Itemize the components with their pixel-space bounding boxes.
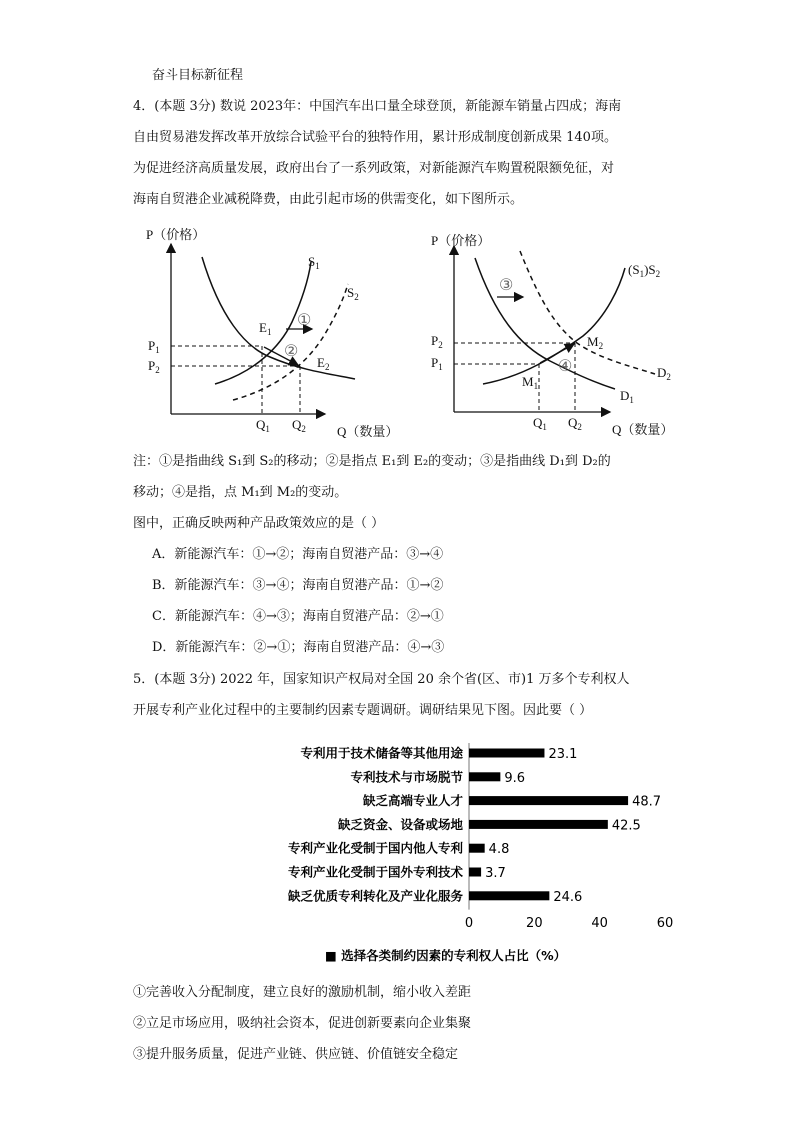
- x-tick-label: 0: [464, 916, 474, 931]
- bar: [469, 749, 544, 758]
- x-tick-label: 20: [526, 916, 543, 931]
- q5-line-2: 开展专利产业化过程中的主要制约因素专题调研。调研结果见下图。因此要（ ）: [133, 703, 593, 718]
- patent-constraints-bar-chart: [180, 738, 740, 968]
- bar-value-label: 23.1: [548, 747, 578, 762]
- svg-text:(S1)S2: $(S_1)S_2$: [628, 262, 661, 279]
- bar-category-label: 专利产业化受制于国内他人专利: [287, 840, 463, 856]
- svg-text:Q1: $Q_1$: [533, 415, 547, 432]
- q5-statement-2: ②立足市场应用，吸纳社会资本，促进创新要素向企业集聚: [133, 1016, 472, 1031]
- q4-option-d[interactable]: D．新能源汽车：②→①；海南自贸港产品：④→③: [152, 640, 445, 655]
- bar: [469, 772, 500, 781]
- bar-value-label: 3.7: [485, 866, 506, 881]
- marker-3: ③: [499, 277, 514, 294]
- bar-value-label: 48.7: [632, 794, 662, 810]
- svg-text:P2: $P_2$: [148, 358, 160, 375]
- svg-text:Q2: $Q_2$: [568, 415, 582, 432]
- svg-text:E1: $E_1$: [259, 320, 272, 337]
- x-axis-label: Q（数量）: [337, 424, 399, 439]
- x-tick-label: 40: [591, 916, 608, 931]
- svg-text:P1: $P_1$: [431, 355, 443, 372]
- x-tick-label: 60: [656, 916, 674, 931]
- q4-line-2: 自由贸易港发挥改革开放综合试验平台的独特作用，累计形成制度创新成果 140项。: [133, 130, 617, 145]
- q4-line-4: 海南自贸港企业减税降费，由此引起市场的供需变化，如下图所示。: [133, 192, 524, 207]
- q4-option-c[interactable]: C．新能源汽车：④→③；海南自贸港产品：②→①: [152, 609, 444, 624]
- note-line-1: 注：①是指曲线 S₁到 S₂的移动；②是指点 E₁到 E₂的变动；③是指曲线 D₁到 D₂的: [133, 454, 611, 469]
- q4-line-1: 4．(本题 3分) 数说 2023年：中国汽车出口量全球登顶，新能源车销量占四成；海南: [133, 99, 622, 114]
- y-axis-label: P（价格）: [431, 233, 491, 248]
- bar: [469, 820, 608, 829]
- svg-text:P1: $P_1$: [148, 338, 160, 355]
- bar-category-label: 专利技术与市场脱节: [350, 769, 463, 785]
- svg-text:Q1: $Q_1$: [256, 417, 270, 434]
- svg-text:D2: $D_2$: [657, 365, 671, 382]
- svg-text:S1: $S_1$: [308, 254, 320, 271]
- x-axis-label: Q（数量）: [612, 422, 674, 437]
- supply-curve-s2: [233, 284, 348, 400]
- q4-option-a[interactable]: A．新能源汽车：①→②；海南自贸港产品：③→④: [152, 547, 444, 562]
- bar-value-label: 4.8: [488, 842, 510, 858]
- q4-line-3: 为促进经济高质量发展，政府出台了一系列政策，对新能源汽车购置税限额免征，对: [133, 161, 615, 176]
- y-axis-label: P（价格）: [146, 227, 206, 242]
- svg-text:D1: $D_1$: [620, 388, 634, 405]
- demand-shift-graph: [425, 226, 695, 446]
- q5-statement-1: ①完善收入分配制度，建立良好的激励机制，缩小收入差距: [133, 985, 472, 1000]
- note-line-2: 移动；④是指，点 M₁到 M₂的变动。: [133, 485, 348, 500]
- svg-text:Q2: $Q_2$: [292, 417, 306, 434]
- svg-text:M1: $M_1$: [522, 374, 539, 391]
- svg-text:E2: $E_2$: [317, 355, 330, 372]
- bar-category-label: 缺乏资金、设备或场地: [337, 816, 463, 832]
- demand-curve-d1: [475, 258, 615, 389]
- bar-category-label: 缺乏优质专利转化及产业化服务: [287, 888, 463, 904]
- bar: [469, 891, 549, 900]
- svg-text:P2: $P_2$: [431, 333, 443, 350]
- bar: [469, 844, 485, 853]
- marker-2: ②: [284, 343, 299, 360]
- bar-value-label: 9.6: [504, 770, 526, 786]
- marker-1: ①: [297, 312, 312, 329]
- q5-line-1: 5．(本题 3分) 2022 年，国家知识产权局对全国 20 余个省(区、市)1 万多个专利权人: [133, 672, 630, 687]
- q4-option-b[interactable]: B．新能源汽车：③→④；海南自贸港产品：①→②: [152, 578, 444, 593]
- section-title: 奋斗目标新征程: [152, 68, 244, 83]
- marker-4: ④: [558, 358, 573, 375]
- bar-category-label: 专利产业化受制于国外专利技术: [287, 864, 463, 880]
- demand-curve: [202, 257, 355, 379]
- q4-prompt: 图中，正确反映两种产品政策效应的是（ ）: [133, 516, 385, 531]
- svg-text:M2: $M_2$: [587, 334, 604, 351]
- bar: [469, 796, 628, 805]
- bar-category-label: 专利用于技术储备等其他用途: [300, 745, 463, 761]
- bar-category-label: 缺乏高端专业人才: [362, 793, 463, 809]
- bar-value-label: 24.6: [553, 889, 583, 905]
- bar: [469, 868, 481, 877]
- chart-legend: ■ 选择各类制约因素的专利权人占比（%）: [325, 948, 567, 963]
- q5-statement-3: ③提升服务质量，促进产业链、供应链、价值链安全稳定: [133, 1047, 459, 1062]
- bar-value-label: 42.5: [611, 818, 641, 834]
- svg-text:S2: $S_2$: [347, 285, 359, 302]
- supply-shift-graph: [140, 222, 440, 442]
